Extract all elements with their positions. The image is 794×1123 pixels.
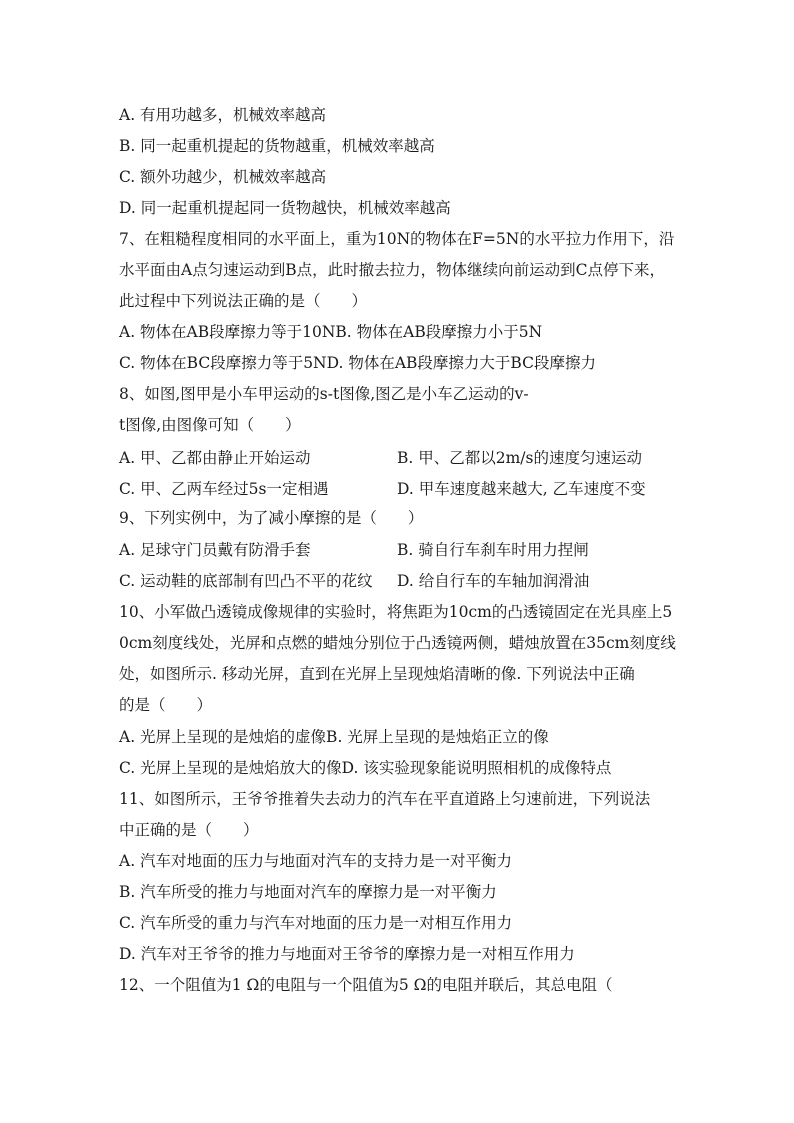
option-line xyxy=(119,479,679,499)
question-line xyxy=(119,975,613,995)
line-text: 的是（ ） xyxy=(119,696,213,714)
option-line xyxy=(119,882,497,902)
option-line xyxy=(119,105,326,125)
option-line xyxy=(119,136,435,156)
option-line xyxy=(119,322,542,342)
line-text: 8、如图,图甲是小车甲运动的s-t图像,图乙是小车乙运动的v- xyxy=(119,385,529,403)
line-text: A. 甲、乙都由静止开始运动 xyxy=(119,449,311,467)
option-line xyxy=(119,913,512,933)
question-line xyxy=(119,229,674,249)
question-line xyxy=(119,820,259,840)
question-line xyxy=(119,291,367,311)
line-text: A. 光屏上呈现的是烛焰的虚像B. 光屏上呈现的是烛焰正立的像 xyxy=(119,728,549,746)
line-text: A. 汽车对地面的压力与地面对汽车的支持力是一对平衡力 xyxy=(119,852,513,870)
line-text: C. 光屏上呈现的是烛焰放大的像D. 该实验现象能说明照相机的成像特点 xyxy=(119,759,612,777)
option-line xyxy=(119,448,679,468)
question-line xyxy=(119,789,650,809)
question-line xyxy=(119,260,665,280)
line-text: 12、一个阻值为1 Ω的电阻与一个阻值为5 Ω的电阻并联后，其总电阻（ xyxy=(119,976,613,994)
line-text: B. 汽车所受的推力与地面对汽车的摩擦力是一对平衡力 xyxy=(119,883,497,901)
line-text: 11、如图所示，王爷爷推着失去动力的汽车在平直道路上匀速前进，下列说法 xyxy=(119,790,651,808)
line-text: A. 物体在AB段摩擦力等于10NB. 物体在AB段摩擦力小于5N xyxy=(119,323,543,341)
option-line xyxy=(119,851,512,871)
line-text: 此过程中下列说法正确的是（ ） xyxy=(119,292,368,310)
line-text: C. 汽车所受的重力与汽车对地面的压力是一对相互作用力 xyxy=(119,914,513,932)
option-line xyxy=(119,571,679,591)
line-text: A. 有用功越多，机械效率越高 xyxy=(119,106,327,124)
line-text: B. 同一起重机提起的货物越重，机械效率越高 xyxy=(119,137,435,155)
line-text-right: B. 骑自行车刹车时用力捏闸 xyxy=(397,541,589,559)
option-line xyxy=(119,944,575,964)
line-text: 处，如图所示. 移动光屏，直到在光屏上呈现烛焰清晰的像. 下列说法中正确 xyxy=(119,665,635,683)
question-line xyxy=(119,633,676,653)
question-line xyxy=(119,384,529,404)
line-text: 10、小军做凸透镜成像规律的实验时，将焦距为10cm的凸透镜固定在光具座上5 xyxy=(119,603,673,621)
question-line xyxy=(119,602,672,622)
line-text-right: B. 甲、乙都以2m/s的速度匀速运动 xyxy=(397,449,642,467)
line-text: 中正确的是（ ） xyxy=(119,821,259,839)
question-line xyxy=(119,508,423,528)
question-line xyxy=(119,415,301,435)
question-line xyxy=(119,664,635,684)
line-text: t图像,由图像可知（ ） xyxy=(119,416,301,434)
line-text: A. 足球守门员戴有防滑手套 xyxy=(119,541,311,559)
line-text: D. 同一起重机提起同一货物越快，机械效率越高 xyxy=(119,199,451,217)
line-text: 0cm刻度线处，光屏和点燃的蜡烛分别位于凸透镜两侧，蜡烛放置在35cm刻度线 xyxy=(119,634,676,652)
line-text: C. 运动鞋的底部制有凹凸不平的花纹 xyxy=(119,572,373,590)
line-text-right: D. 给自行车的车轴加润滑油 xyxy=(397,572,590,590)
line-text: C. 物体在BC段摩擦力等于5ND. 物体在AB段摩擦力大于BC段摩擦力 xyxy=(119,354,596,372)
option-line xyxy=(119,758,611,778)
line-text: 9、下列实例中，为了减小摩擦的是（ ） xyxy=(119,509,424,527)
line-text: D. 汽车对王爷爷的推力与地面对王爷爷的摩擦力是一对相互作用力 xyxy=(119,945,575,963)
line-text: 水平面由A点匀速运动到B点，此时撤去拉力，物体继续向前运动到C点停下来， xyxy=(119,261,665,279)
line-text: 7、在粗糙程度相同的水平面上，重为10N的物体在F=5N的水平拉力作用下，沿 xyxy=(119,230,675,248)
line-text: C. 甲、乙两车经过5s一定相遇 xyxy=(119,480,329,498)
option-line xyxy=(119,540,679,560)
line-text: C. 额外功越少，机械效率越高 xyxy=(119,168,327,186)
option-line xyxy=(119,727,549,747)
line-text-right: D. 甲车速度越来越大, 乙车速度不变 xyxy=(397,480,646,498)
option-line xyxy=(119,198,451,218)
option-line xyxy=(119,167,326,187)
question-line xyxy=(119,695,212,715)
option-line xyxy=(119,353,596,373)
